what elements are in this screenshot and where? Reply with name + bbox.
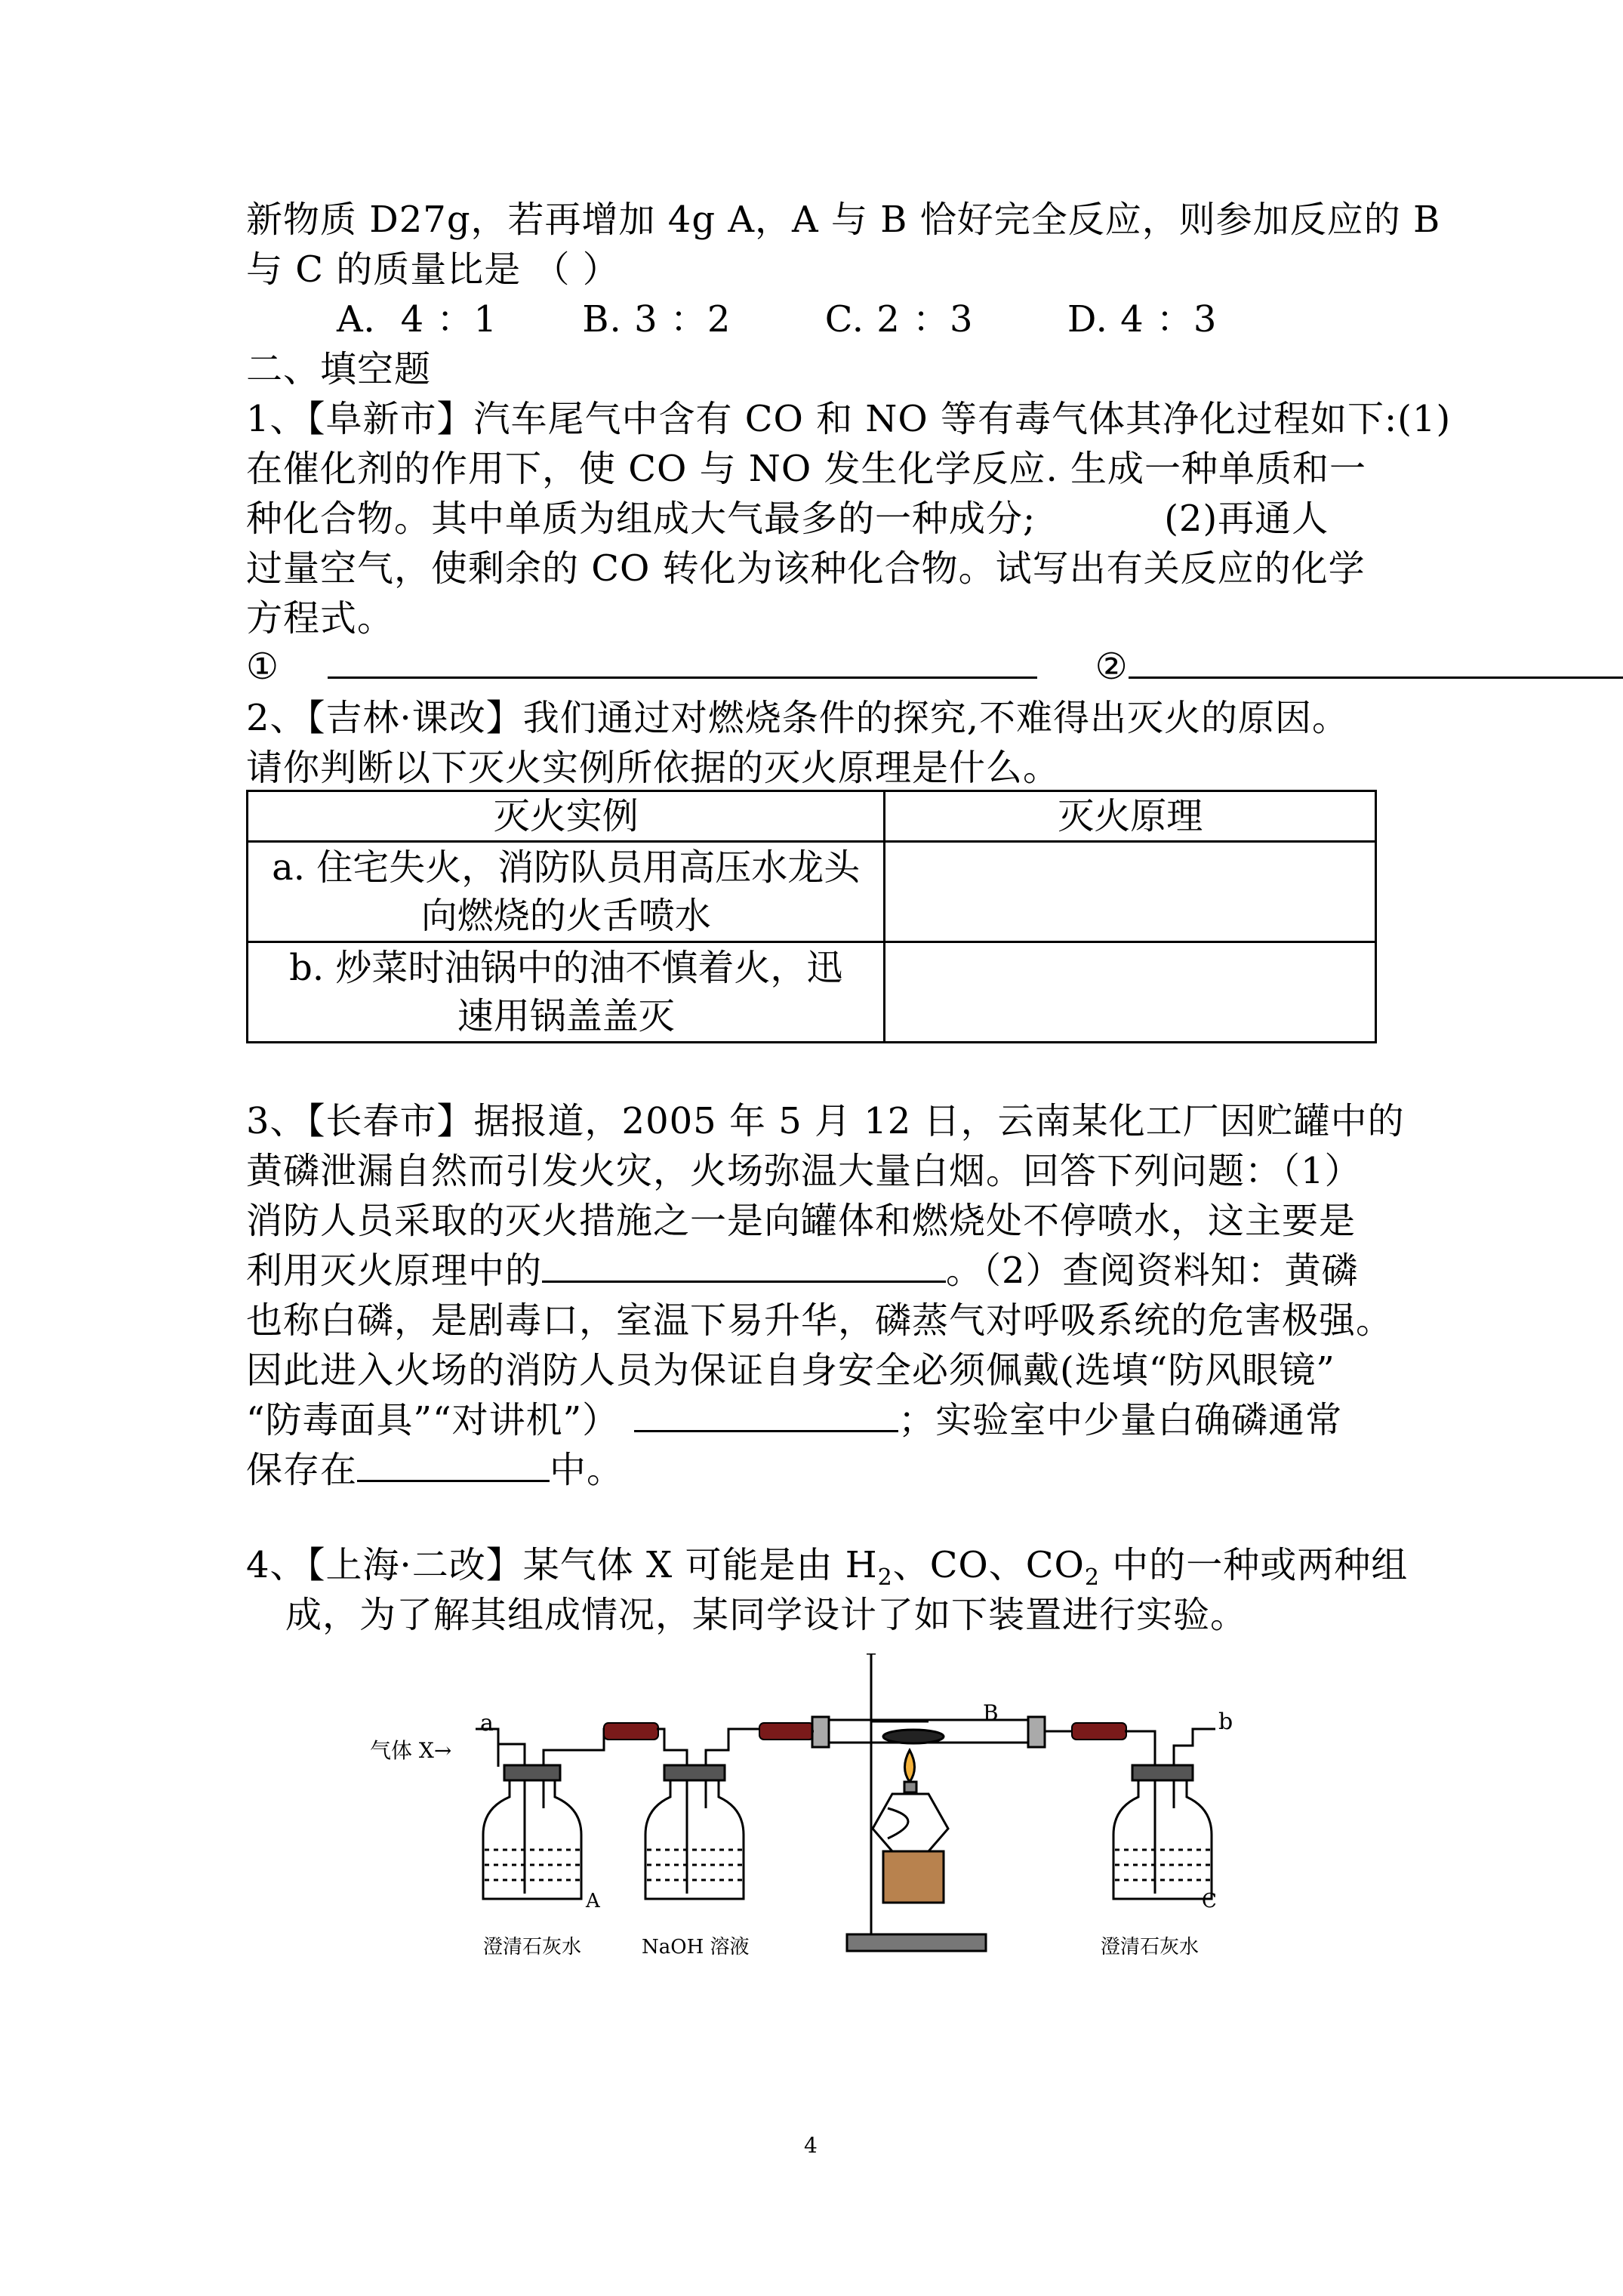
table-cell-example-a (248, 842, 885, 942)
q4-sub-h2: 2 (877, 1564, 893, 1591)
q1-line-1: 1、【阜新市】汽车尾气中含有 CO 和 NO 等有毒气体其净化过程如下:(1) (246, 398, 1452, 440)
q1-mark-1: ① (246, 646, 280, 688)
q3-line-2: 黄磷泄漏自然而引发火灾，火场弥温大量白烟。回答下列问题：（1） (246, 1150, 1362, 1192)
q3-blank-storage[interactable] (357, 1447, 550, 1482)
iron-stand (847, 1653, 986, 1951)
prev-question-line-2: 与 C 的质量比是 （ ） (246, 248, 620, 291)
q1-answer-blank-2[interactable] (1129, 643, 1623, 679)
q2-line-1: 2、【吉林·课改】我们通过对燃烧条件的探究,不难得出灭火的原因。 (246, 697, 1350, 739)
table-row (248, 942, 1376, 1043)
q1-line-3 (246, 494, 1329, 544)
q4-line-1b: 、CO、CO (892, 1544, 1085, 1586)
bottle-naoh-solution (645, 1729, 762, 1899)
q3-line-8 (246, 1445, 624, 1495)
bottle-c-limewater (1113, 1729, 1215, 1899)
q1-answer-blank-1[interactable] (328, 643, 1037, 679)
label-a: a (480, 1710, 494, 1737)
q3-blank-principle[interactable] (542, 1247, 946, 1283)
bottle-a-limewater (476, 1729, 611, 1899)
rubber-connector-1 (604, 1723, 658, 1740)
q3-line-7b: ；实验室中少量白确磷通常 (898, 1399, 1343, 1441)
option-c: C. 2 ：3 (824, 298, 974, 341)
q1-line-2: 在催化剂的作用下，使 CO 与 NO 发生化学反应. 生成一种单质和一 (246, 448, 1366, 490)
q3-line-7a: “防毒面具”“对讲机”） (246, 1399, 620, 1441)
table-header-principle: 灭火原理 (885, 791, 1376, 842)
option-d: D. 4 ：3 (1067, 298, 1218, 341)
table-row (248, 842, 1376, 942)
example-a-line-2: 向燃烧的火舌喷水 (420, 895, 711, 937)
label-A: A (586, 1890, 600, 1912)
rubber-connector-2 (759, 1723, 814, 1740)
table-cell-principle-b[interactable] (885, 942, 1376, 1043)
q1-answer-line (246, 642, 1623, 692)
section-title: 二、填空题 (246, 348, 432, 390)
example-a-line-1: a. 住宅失火，消防队员用高压水龙头 (272, 846, 861, 889)
q1-line-3b: (2)再通人 (1164, 498, 1329, 540)
q4-line-2: 成，为了解其组成情况，某同学设计了如下装置进行实验。 (285, 1594, 1248, 1636)
q1-line-3a: 种化合物。其中单质为组成大气最多的一种成分; (246, 498, 1036, 540)
q1-line-5: 方程式。 (246, 597, 395, 639)
page-number: 4 (804, 2133, 818, 2158)
fire-extinguishing-table (246, 790, 1377, 1043)
q3-line-4b: 。（2）查阅资料知：黄磷 (946, 1250, 1359, 1292)
q4-sub-co2: 2 (1084, 1564, 1100, 1591)
q3-blank-equipment[interactable] (634, 1397, 898, 1432)
caption-limewater-c: 澄清石灰水 (1101, 1936, 1200, 1959)
q3-line-8b: 中。 (550, 1449, 624, 1491)
q3-line-1: 3、【长春市】据报道，2005 年 5 月 12 日，云南某化工厂因贮罐中的 (246, 1100, 1405, 1142)
caption-naoh: NaOH 溶液 (642, 1936, 750, 1959)
q1-mark-2: ② (1095, 646, 1129, 688)
label-C: C (1202, 1890, 1217, 1912)
rubber-connector-3 (1045, 1723, 1126, 1740)
label-B: B (983, 1700, 999, 1725)
q1-line-4: 过量空气，使剩余的 CO 转化为该种化合物。试写出有关反应的化学 (246, 547, 1366, 590)
example-b-line-2: 速用锅盖盖灭 (457, 995, 675, 1037)
q4-line-1a: 4、【上海·二改】某气体 X 可能是由 H (246, 1544, 878, 1586)
caption-limewater-a: 澄清石灰水 (483, 1936, 582, 1959)
q3-line-4 (246, 1246, 1359, 1296)
example-b-line-1: b. 炒菜时油锅中的油不慎着火，迅 (289, 947, 843, 989)
table-cell-principle-a[interactable] (885, 842, 1376, 942)
q2-line-2: 请你判断以下灭火实例所依据的灭火原理是什么。 (246, 747, 1061, 789)
q3-line-7 (246, 1395, 1342, 1445)
table-header-row (248, 791, 1376, 842)
q3-line-8a: 保存在 (246, 1449, 358, 1491)
experiment-apparatus-diagram (355, 1653, 1261, 1986)
prev-question-options (337, 294, 1217, 344)
gas-x-label: 气体 X→ (370, 1738, 452, 1763)
option-a: A．4 ：1 (337, 298, 498, 341)
label-b: b (1218, 1709, 1233, 1735)
q3-line-5: 也称白磷，是剧毒口，室温下易升华，磷蒸气对呼吸系统的危害极强。 (246, 1299, 1394, 1342)
table-header-example: 灭火实例 (248, 791, 885, 842)
prev-question-line-1: 新物质 D27g，若再增加 4g A，A 与 B 恰好完全反应，则参加反应的 B (246, 199, 1441, 241)
alcohol-lamp (873, 1750, 948, 1903)
q4-line-1c: 中的一种或两种组 (1099, 1544, 1409, 1586)
table-cell-example-b (248, 942, 885, 1043)
q3-line-6: 因此进入火场的消防人员为保证自身安全必须佩戴(选填“防风眼镜” (246, 1349, 1335, 1391)
option-b: B. 3 ：2 (582, 298, 731, 341)
q3-line-3: 消防人员采取的灭火措施之一是向罐体和燃烧处不停喷水，这主要是 (246, 1200, 1357, 1242)
q3-line-4a: 利用灭火原理中的 (246, 1250, 543, 1292)
